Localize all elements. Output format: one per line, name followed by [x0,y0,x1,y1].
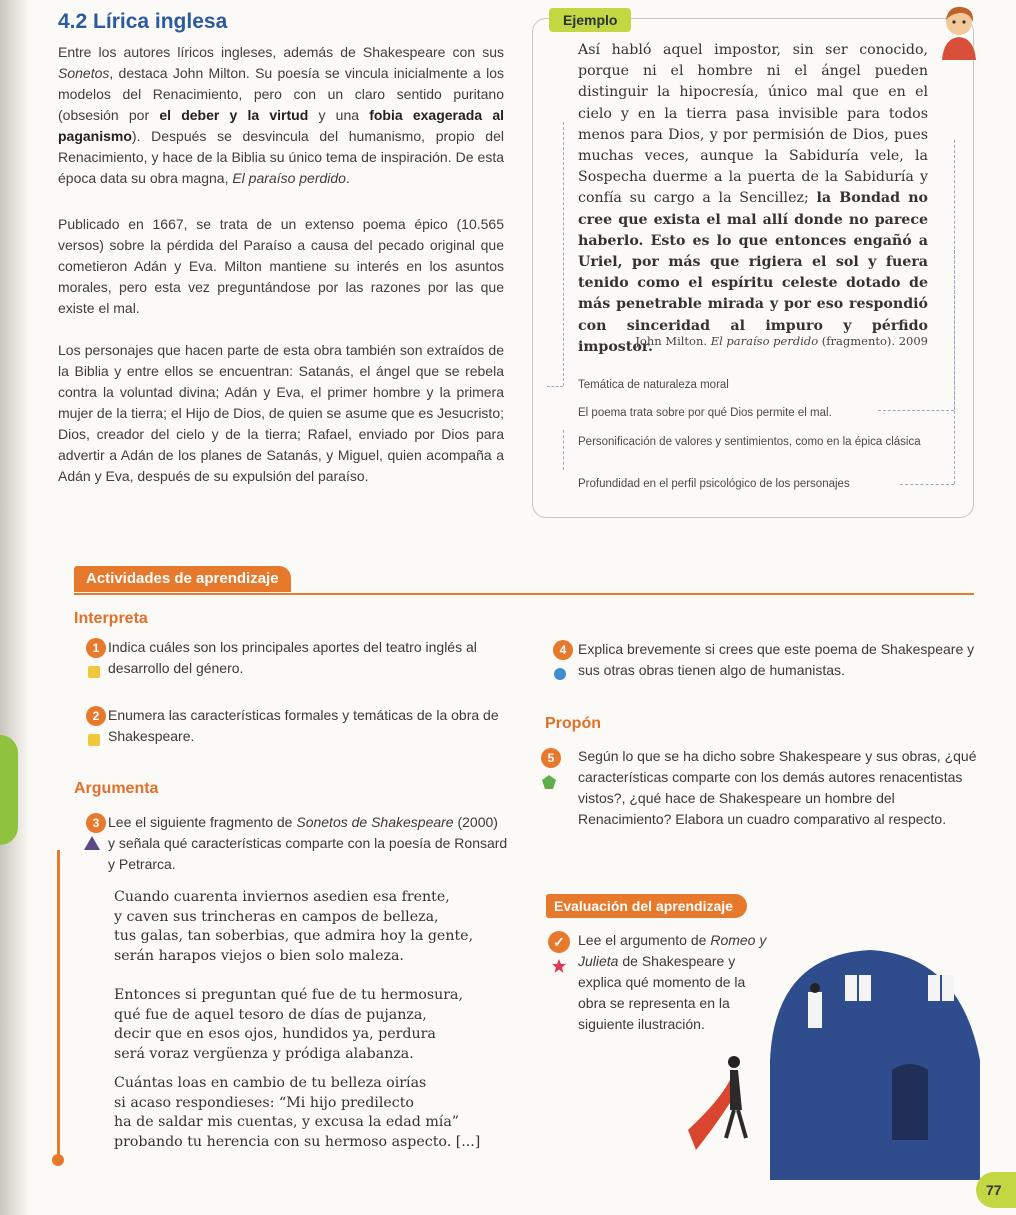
paragraph-paraiso-perdido: Publicado en 1667, se trata de un extenso poema épico (10.565 versos) sobre la pérdida del Paraíso a causa del pecado original que cometieron Adán y Eva. Milton mantiene su interés en los asuntos morales, pero esta vez preguntándose por las razones por las que existe el mal. [58,216,504,316]
heading-propon: Propón [545,715,601,732]
poem-line: será voraz vergüenza y pródiga alabanza. [114,1045,414,1062]
poem-line: qué fue de aquel tesoro de días de pujanza, [114,1006,427,1023]
heading-argumenta: Argumenta [74,780,159,797]
evaluation-tab: Evaluación del aprendizaje [546,894,747,918]
connector-personificacion [563,430,564,470]
question-number-5: 5 [541,748,561,768]
poem-line: probando tu herencia con su hermoso aspecto. [...] [114,1133,481,1150]
example-text: Así habló aquel impostor, sin ser conocido, porque ni el hombre ni el ángel pueden distinguir la hipocresía, único mal que en el cielo y en la tierra pasa invisible para todos menos para Dios, y por permisión de Dios, pues muchas veces, aunque la Sabiduría vele, la Sospecha duerme a la puerta de la Sabiduría y confía su cargo a la Sencillez; la Bondad no cree que exista el mal allí donde no parece haberlo. Esto es lo que entonces engañó a Uriel, por más que rigiera el sol y fuera tenido como el espíritu celeste dotado de más penetrable mirada y por eso respondió con sinceridad al impuro y pérfido impostor. [578,42,928,355]
question-5: Según lo que se ha dicho sobre Shakespeare y sus obras, ¿qué características comparte con los demás autores renacentistas vistos?, ¿qué hace de Shakespeare un hombre del Renacimiento? Elabora un cuadro comparativo al respecto. [578,748,977,827]
poem-line: serán harapos viejos o bien solo maleza. [114,947,404,964]
star-icon [552,959,566,978]
poem-line: y caven sus trincheras en campos de belleza, [114,908,439,925]
question-number-4: 4 [553,640,573,660]
paragraph-milton: Entre los autores líricos ingleses, además de Shakespeare con sus Sonetos, destaca John Milton. Su poesía se vincula inicialmente a los modelos del Renacimiento, pero con un claro sentido puritano (obsesión por el deber y la virtud y una fobia exagerada al paganismo). Después se desvincula del humanismo, propio del Renacimiento, y hace de la Biblia su único tema de inspiración. De esta época data su obra magna, El paraíso perdido. [58,44,504,186]
circle-icon [554,668,566,680]
activity-stem-dot [52,1154,64,1166]
example-source: John Milton. El paraíso perdido (fragmento). 2009 [635,334,928,348]
connector-profundidad [954,250,955,484]
note-personificacion: Personificación de valores y sentimientos, como en la épica clásica [578,436,921,448]
poem-line: Entonces si preguntan qué fue de tu hermosura, [114,987,463,1003]
page-number: 77 [976,1172,1016,1208]
poem-line: Cuando cuarenta inviernos asedien esa frente, [114,889,450,905]
heading-interpreta: Interpreta [74,610,148,627]
poem-stanza-3 [114,1074,514,1152]
poem-line: ha de saldar mis cuentas, y excusa la edad mía” [114,1114,460,1130]
question-number-3: 3 [86,813,106,833]
question-3: Lee el siguiente fragmento de Sonetos de Shakespeare (2000) y señala qué características comparte con la poesía de Ronsard y Petrarca. [108,814,508,872]
romeo-juliet-illustration [660,940,996,1180]
section-title: 4.2 Lírica inglesa [58,10,228,33]
square-icon [88,666,100,678]
poem-stanza-1 [114,888,514,966]
evaluation-question: Lee el argumento de Romeo y Julieta de Shakespeare y explica qué momento de la obra se representa en la siguiente ilustración. [578,932,767,1032]
square-icon [88,734,100,746]
page-binding-shadow [0,0,30,1215]
poem-line: decir que en esos ojos, hundidos ya, perdura [114,1026,436,1042]
question-number-1: 1 [86,638,106,658]
pentagon-icon [542,775,556,794]
connector-moral [563,122,564,386]
triangle-icon [84,836,100,855]
poem-line: si acaso respondieses: “Mi hijo predilecto [114,1094,414,1111]
question-number-2: 2 [86,706,106,726]
note-tematica: Temática de naturaleza moral [578,379,729,391]
example-tab: Ejemplo [549,8,631,32]
paragraph-personajes: Los personajes que hacen parte de esta obra también son extraídos de la Biblia y entre ellos se encuentran: Satanás, el ángel que se rebela contra la voluntad divina; Adán y Eva, el primer hombre y la primera mujer de la tierra; el Hijo de Dios, de quien se asume que es Jesucristo; Dios, creador del cielo y de la tierra; Rafael, enviado por Dios para advertir a Adán de los planes de Satanás, y Miguel, quien acompaña a Adán y Eva, después de su expulsión del paraíso. [58,342,504,484]
connector-poema-h [878,410,954,411]
connector-profundidad-h [900,484,954,485]
activity-stem-line [57,850,60,1160]
poem-line: tus galas, tan soberbias, que admira hoy la gente, [114,928,474,944]
question-4: Explica brevemente si crees que este poema de Shakespeare y sus otras obras tienen algo de humanistas. [578,641,975,678]
activities-tab: Actividades de aprendizaje [74,566,291,592]
poem-line: Cuántas loas en cambio de tu belleza oirías [114,1075,427,1091]
check-icon: ✓ [548,931,570,953]
student-avatar-icon [928,0,990,62]
connector-moral-h [547,386,563,387]
note-poema: El poema trata sobre por qué Dios permite el mal. [578,407,832,419]
question-1: Indica cuáles son los principales aportes del teatro inglés al desarrollo del género. [108,639,477,676]
poem-stanza-2 [114,986,514,1064]
note-profundidad: Profundidad en el perfil psicológico de los personajes [578,478,850,490]
question-2: Enumera las características formales y temáticas de la obra de Shakespeare. [108,707,499,744]
side-tab [0,735,18,845]
